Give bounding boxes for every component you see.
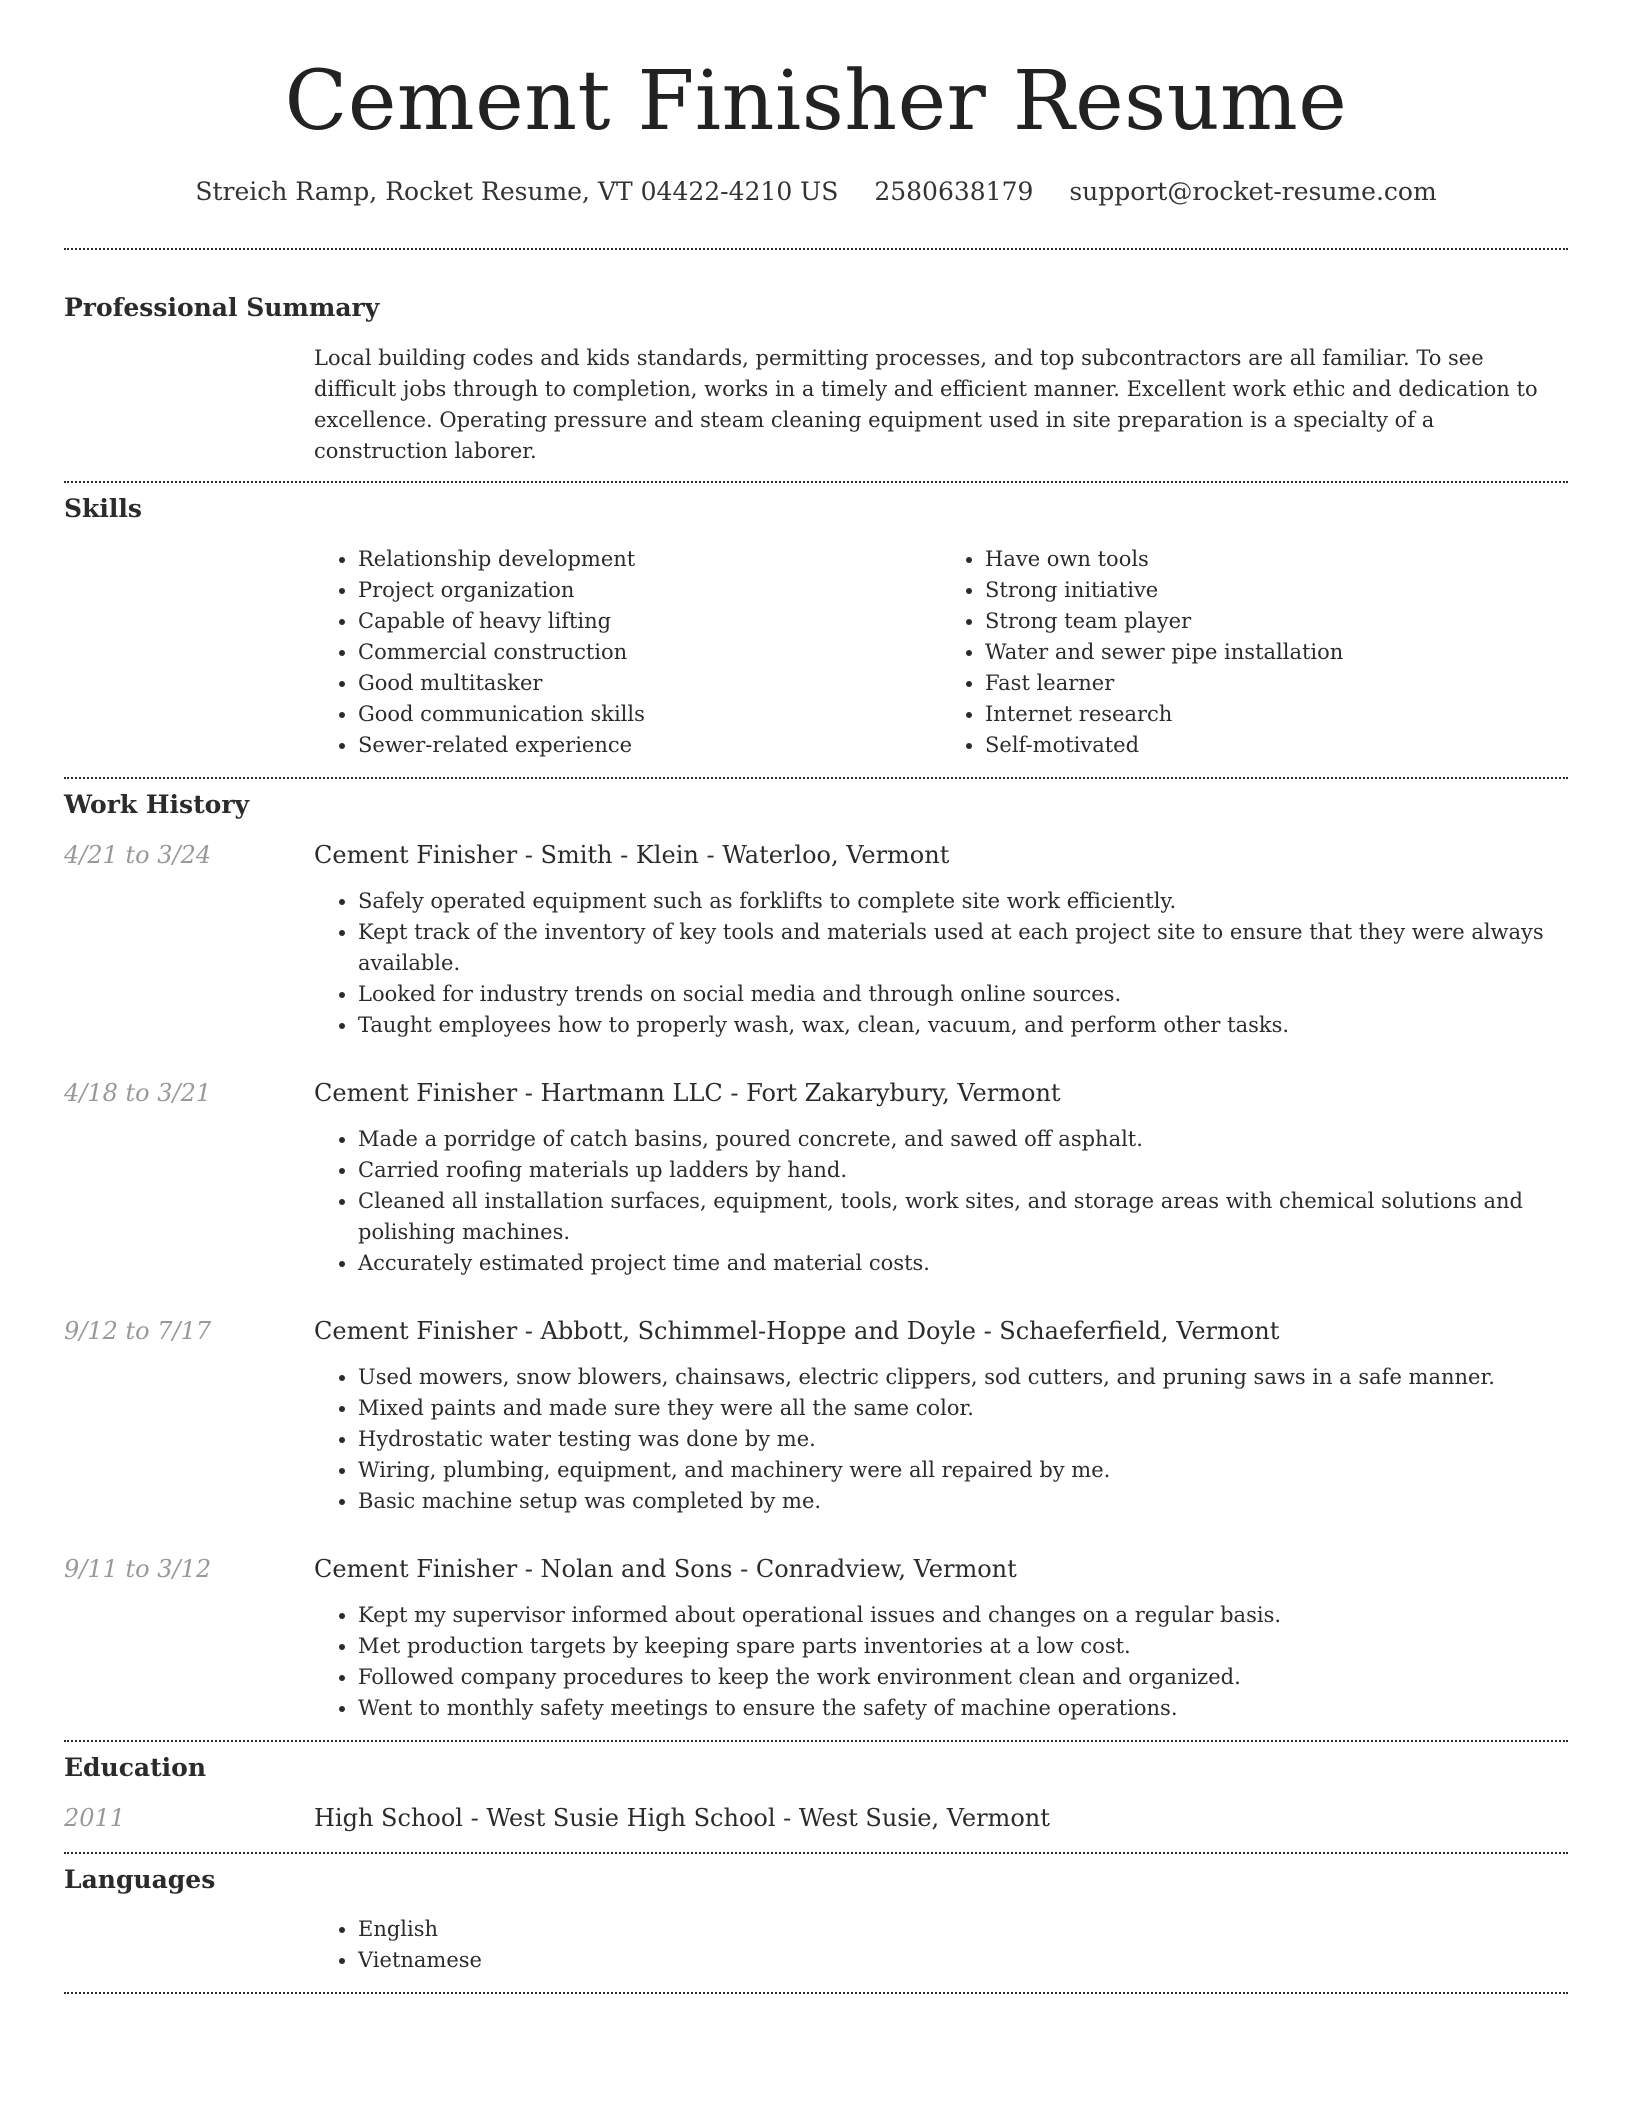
skill-item: • Relationship development [358,544,941,575]
work-history-section [64,779,1568,1740]
education-date: 2011 [64,1804,126,1832]
summary-heading: Professional Summary [64,293,380,322]
job-heading: Cement Finisher - Abbott, Schimmel-Hoppe and Doyle - Schaeferfield, Vermont [314,1317,1280,1345]
job-bullet: • Safely operated equipment such as forklifts to complete site work efficiently. [358,886,1568,917]
skill-item: • Fast learner [985,668,1568,699]
job-bullet: • Made a porridge of catch basins, poured concrete, and sawed off asphalt. [358,1124,1568,1155]
job-bullet: • Followed company procedures to keep the work environment clean and organized. [358,1662,1568,1693]
skill-item: • Commercial construction [358,637,941,668]
job-bullet: • Went to monthly safety meetings to ensure the safety of machine operations. [358,1693,1568,1724]
skills-list-right [941,544,1568,761]
summary-section [64,250,1568,467]
contact-address: Streich Ramp, Rocket Resume, VT 04422-4210 US [195,177,839,206]
skill-item: • Project organization [358,575,941,606]
job-bullet: • Used mowers, snow blowers, chainsaws, electric clippers, sod cutters, and pruning saws in a safe manner. [358,1362,1568,1393]
job-details [314,1315,1568,1517]
job-bullet: • Kept my supervisor informed about operational issues and changes on a regular basis. [358,1600,1568,1631]
resume-title: Cement Finisher Resume [284,54,1348,149]
skill-item: • Strong team player [985,606,1568,637]
skill-item: • Good communication skills [358,699,941,730]
languages-col [314,1914,1568,1976]
job-bullet: • Wiring, plumbing, equipment, and machinery were all repaired by me. [358,1455,1568,1486]
job-bullet: • Hydrostatic water testing was done by me. [358,1424,1568,1455]
job-heading: Cement Finisher - Hartmann LLC - Fort Zakarybury, Vermont [314,1079,1061,1107]
job-bullets [314,1600,1568,1724]
job-date: 9/11 to 3/12 [64,1555,212,1583]
job-bullet: • Looked for industry trends on social media and through online sources. [358,979,1568,1010]
language-item: • Vietnamese [358,1945,1568,1976]
skills-list-left [314,544,941,761]
resume-page [64,0,1568,1994]
languages-list [314,1914,1568,1976]
languages-section [64,1854,1568,1976]
contact-email: support@rocket-resume.com [1069,177,1437,206]
jobs-list [64,839,1568,1724]
job-bullet: • Met production targets by keeping spare parts inventories at a low cost. [358,1631,1568,1662]
job-entry [64,1077,1568,1279]
job-date: 4/18 to 3/21 [64,1079,212,1107]
job-bullet: • Kept track of the inventory of key tools and materials used at each project site to ensure that they were always available. [358,917,1568,979]
contact-line [64,176,1568,208]
skill-item: • Good multitasker [358,668,941,699]
job-entry [64,1553,1568,1724]
job-heading: Cement Finisher - Smith - Klein - Waterloo, Vermont [314,841,950,869]
skill-item: • Have own tools [985,544,1568,575]
languages-heading: Languages [64,1865,216,1894]
job-bullet: • Taught employees how to properly wash, wax, clean, vacuum, and perform other tasks. [358,1010,1568,1041]
education-heading-line: High School - West Susie High School - West Susie, Vermont [314,1804,1050,1832]
job-bullet: • Basic machine setup was completed by me. [358,1486,1568,1517]
skill-item: • Strong initiative [985,575,1568,606]
summary-text: Local building codes and kids standards, permitting processes, and top subcontractors are all familiar. To see difficult jobs through to completion, works in a timely and efficient manner. Excellent work ethic and dedication to excellence. Operating pressure and steam cleaning equipment used in site preparation is a specialty of a construction laborer. [314,346,1538,463]
job-details [314,1553,1568,1724]
education-entry [64,1802,1568,1834]
education-section [64,1742,1568,1834]
job-date: 4/21 to 3/24 [64,841,212,869]
job-heading: Cement Finisher - Nolan and Sons - Conradview, Vermont [314,1555,1017,1583]
job-bullets [314,1362,1568,1517]
divider [64,1992,1568,1994]
job-bullets [314,1124,1568,1279]
skills-columns [314,544,1568,761]
job-bullets [314,886,1568,1041]
job-details [314,1077,1568,1279]
skill-item: • Self-motivated [985,730,1568,761]
skill-item: • Internet research [985,699,1568,730]
work-history-heading: Work History [64,790,250,819]
job-bullet: • Mixed paints and made sure they were all the same color. [358,1393,1568,1424]
job-bullet: • Cleaned all installation surfaces, equipment, tools, work sites, and storage areas with chemical solutions and polishing machines. [358,1186,1568,1248]
language-item: • English [358,1914,1568,1945]
skill-item: • Sewer-related experience [358,730,941,761]
job-date: 9/12 to 7/17 [64,1317,212,1345]
skills-section [64,483,1568,761]
job-entry [64,1315,1568,1517]
skills-heading: Skills [64,494,142,523]
job-entry [64,839,1568,1041]
education-heading: Education [64,1753,207,1782]
job-details [314,839,1568,1041]
skill-item: • Water and sewer pipe installation [985,637,1568,668]
contact-phone: 2580638179 [874,177,1034,206]
job-bullet: • Accurately estimated project time and material costs. [358,1248,1568,1279]
job-bullet: • Carried roofing materials up ladders by hand. [358,1155,1568,1186]
skill-item: • Capable of heavy lifting [358,606,941,637]
